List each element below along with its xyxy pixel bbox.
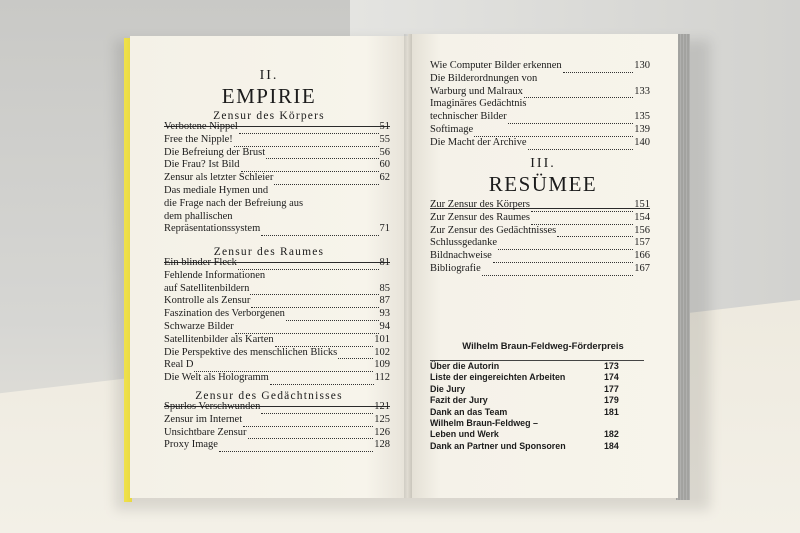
- toc-entry[interactable]: [164, 359, 390, 372]
- toc-entry[interactable]: [164, 159, 390, 172]
- toc-entry-title: Zensur als letzter Schleier: [164, 172, 274, 184]
- dot-leader: [219, 442, 373, 452]
- toc-section-body: [164, 401, 390, 452]
- prize-entry[interactable]: [430, 372, 644, 383]
- toc-entry[interactable]: [164, 283, 390, 296]
- dot-leader: [338, 349, 373, 359]
- prize-entry-title: Über die Autorin: [430, 361, 500, 371]
- section-heading: Zensur des Gedächtnisses: [195, 390, 343, 402]
- prize-entry-line: Wilhelm Braun-Feldweg –: [430, 418, 538, 429]
- toc-entry-page: 109: [374, 359, 390, 371]
- toc-entry[interactable]: [164, 308, 390, 321]
- part-title: RESÜMEE: [488, 172, 598, 196]
- toc-entry-title: Unsichtbare Zensur: [164, 426, 247, 438]
- toc-entry[interactable]: [430, 60, 650, 73]
- toc-entry-page: 101: [374, 333, 390, 345]
- prize-entry-title: Die Jury: [430, 383, 466, 394]
- right-page: [408, 34, 678, 498]
- toc-entry-title: Zur Zensur des Gedächtnisses: [430, 224, 557, 236]
- toc-entry-line: dem phallischen: [164, 210, 233, 222]
- dot-leader: [243, 417, 373, 427]
- toc-entry[interactable]: [164, 427, 390, 440]
- toc-entry-page: 71: [379, 223, 390, 235]
- prize-entry-title: Liste der eingereichten Arbeiten: [430, 372, 566, 383]
- toc-entry-page: 102: [374, 346, 390, 358]
- toc-entry-title: Softimage: [430, 123, 474, 135]
- prize-entry[interactable]: [430, 395, 644, 406]
- toc-entry[interactable]: [430, 263, 650, 276]
- toc-entry[interactable]: [164, 321, 390, 334]
- toc-entry-title: Die Frau? Ist Bild: [164, 159, 240, 171]
- toc-entry-page: 87: [379, 295, 390, 307]
- prize-entry-page: 173: [604, 361, 619, 371]
- toc-entry-title: technischer Bilder: [430, 111, 507, 123]
- toc-entry-title: Ein blinder Fleck: [164, 257, 237, 268]
- toc-entry[interactable]: [430, 212, 650, 225]
- prize-entry-title: Fazit der Jury: [430, 395, 488, 406]
- toc-entry[interactable]: [164, 223, 390, 236]
- dot-leader: [493, 253, 633, 263]
- toc-entry[interactable]: [430, 237, 650, 250]
- toc-entry-page: 140: [634, 136, 650, 148]
- toc-entry-page: 130: [634, 60, 650, 71]
- toc-entry[interactable]: [430, 199, 650, 212]
- toc-entry-page: 157: [634, 237, 650, 249]
- toc-entry-title: Satellitenbilder als Karten: [164, 333, 274, 345]
- prize-entry-page: 182: [604, 429, 619, 440]
- toc-entry-title: Schlussgedanke: [430, 237, 498, 249]
- dot-leader: [531, 202, 633, 212]
- toc-entry-title: Die Welt als Hologramm: [164, 372, 269, 384]
- toc-section-body: [164, 121, 390, 236]
- toc-entry-title: Zur Zensur des Raumes: [430, 211, 531, 223]
- toc-entry-page: 126: [374, 426, 390, 438]
- toc-entry[interactable]: [430, 86, 650, 99]
- toc-entry-title: Die Perspektive des menschlichen Blicks: [164, 346, 338, 358]
- toc-entry-title: Free the Nipple!: [164, 133, 233, 145]
- book-gutter: [404, 34, 412, 498]
- prize-toc: [430, 361, 644, 452]
- toc-entry-page: 156: [634, 224, 650, 236]
- part-title: EMPIRIE: [221, 84, 317, 108]
- dot-leader: [563, 63, 634, 73]
- toc-entry-title: Zur Zensur des Körpers: [430, 199, 531, 210]
- toc-entry-page: 51: [379, 121, 390, 132]
- toc-entry-title: Repräsentationssystem: [164, 223, 261, 235]
- toc-entry-page: 85: [379, 282, 390, 294]
- dot-leader: [239, 124, 379, 134]
- prize-entry-page: 181: [604, 406, 619, 417]
- dot-leader: [482, 266, 634, 276]
- dot-leader: [270, 375, 374, 385]
- toc-entry[interactable]: [430, 250, 650, 263]
- dot-leader: [498, 240, 633, 250]
- toc-entry-line: Das mediale Hymen und: [164, 184, 269, 196]
- dot-leader: [266, 149, 378, 159]
- toc-entry-title: Kontrolle als Zensur: [164, 295, 251, 307]
- section-heading: Zensur des Raumes: [213, 246, 325, 258]
- dot-leader: [524, 88, 633, 98]
- prize-entry-page: 184: [604, 440, 619, 451]
- prize-entry-page: 174: [604, 372, 619, 383]
- dot-leader: [241, 162, 379, 172]
- dot-leader: [274, 175, 378, 185]
- dot-leader: [474, 127, 633, 137]
- toc-entry-page: 167: [634, 262, 650, 274]
- toc-entry[interactable]: [164, 121, 390, 134]
- part-number: II.: [259, 68, 279, 83]
- toc-entry-title: Bibliografie: [430, 262, 481, 274]
- toc-entry-page: 135: [634, 111, 650, 123]
- toc-entry-page: 94: [379, 320, 390, 332]
- toc-entry[interactable]: [164, 295, 390, 308]
- prize-entry[interactable]: [430, 361, 644, 372]
- toc-entry[interactable]: [430, 124, 650, 137]
- dot-leader: [531, 215, 633, 225]
- toc-entry-title: Real D: [164, 359, 194, 371]
- dot-leader: [286, 311, 379, 321]
- toc-entry[interactable]: [164, 172, 390, 185]
- book-page-edges: [676, 34, 690, 500]
- prize-entry-page: 179: [604, 395, 619, 406]
- dot-leader: [235, 324, 379, 334]
- toc-entry[interactable]: [430, 111, 650, 124]
- toc-entry-page: 133: [634, 85, 650, 97]
- dot-leader: [251, 298, 378, 308]
- part-number: III.: [530, 156, 556, 171]
- section-heading: Zensur des Körpers: [213, 110, 325, 122]
- dot-leader: [194, 362, 373, 372]
- toc-entry-title: Warburg und Malraux: [430, 85, 523, 97]
- prize-entry-title: Leben und Werk: [430, 429, 499, 440]
- dot-leader: [557, 227, 633, 237]
- toc-entry-line: Imaginäres Gedächtnis: [430, 98, 527, 110]
- toc-section-body: [430, 199, 650, 276]
- toc-entry-page: 121: [374, 401, 390, 412]
- toc-section-body: [164, 257, 390, 385]
- toc-entry[interactable]: [430, 225, 650, 238]
- toc-entry-page: 128: [374, 439, 390, 451]
- toc-entry-page: 62: [379, 172, 390, 184]
- prize-entry-title: Dank an das Team: [430, 406, 508, 417]
- toc-entry-title: auf Satellitenbildern: [164, 282, 250, 294]
- left-page: [130, 36, 408, 498]
- prize-entry[interactable]: [430, 429, 644, 440]
- dot-leader: [250, 285, 378, 295]
- toc-entry-title: Wie Computer Bilder erkennen: [430, 60, 562, 71]
- toc-entry-page: 139: [634, 123, 650, 135]
- toc-entry[interactable]: [164, 334, 390, 347]
- toc-entry-title: Proxy Image: [164, 439, 218, 451]
- prize-entry-title: Dank an Partner und Sponsoren: [430, 440, 566, 451]
- dot-leader: [275, 337, 374, 347]
- prize-entry[interactable]: [430, 407, 644, 418]
- toc-entry[interactable]: [164, 401, 390, 414]
- dot-leader: [248, 429, 374, 439]
- toc-entry[interactable]: [164, 414, 390, 427]
- toc-section-body: [430, 60, 650, 150]
- toc-entry[interactable]: [164, 257, 390, 270]
- toc-entry[interactable]: [164, 147, 390, 160]
- toc-entry-title: Spurlos Verschwunden: [164, 401, 261, 412]
- prize-entry[interactable]: [430, 384, 644, 395]
- toc-entry-line: Die Bilderordnungen von: [430, 72, 538, 84]
- toc-entry-page: 112: [374, 372, 390, 384]
- toc-entry-page: 154: [634, 211, 650, 223]
- dot-leader: [261, 404, 373, 414]
- toc-entry-title: Zensur im Internet: [164, 413, 243, 425]
- toc-entry[interactable]: [164, 347, 390, 360]
- toc-entry-page: 151: [634, 199, 650, 210]
- dot-leader: [238, 260, 379, 270]
- dot-leader: [234, 137, 379, 147]
- toc-entry-page: 125: [374, 413, 390, 425]
- toc-entry[interactable]: [164, 372, 390, 385]
- toc-entry-title: Faszination des Verborgenen: [164, 308, 285, 320]
- toc-entry-title: Die Macht der Archive: [430, 136, 527, 148]
- toc-entry[interactable]: [164, 439, 390, 452]
- toc-entry[interactable]: [164, 134, 390, 147]
- toc-entry-page: 81: [379, 257, 390, 268]
- toc-entry-title: Bildnachweise: [430, 250, 492, 262]
- toc-entry-line: die Frage nach der Befreiung aus: [164, 197, 304, 209]
- toc-entry-page: 166: [634, 250, 650, 262]
- toc-entry-page: 60: [379, 159, 390, 171]
- toc-entry-title: Die Befreiung der Brust: [164, 146, 266, 158]
- prize-entry[interactable]: [430, 441, 644, 452]
- prize-entry-page: 177: [604, 383, 619, 394]
- dot-leader: [261, 226, 378, 236]
- toc-entry-page: 93: [379, 308, 390, 320]
- toc-entry-page: 56: [379, 146, 390, 158]
- toc-entry-title: Schwarze Bilder: [164, 320, 234, 332]
- dot-leader: [528, 140, 634, 150]
- toc-entry-line: Fehlende Informationen: [164, 269, 266, 281]
- dot-leader: [508, 114, 634, 124]
- toc-entry[interactable]: [430, 137, 650, 150]
- toc-entry-page: 55: [379, 133, 390, 145]
- prize-heading: Wilhelm Braun-Feldweg-Förderpreis: [462, 340, 624, 351]
- toc-entry-title: Verbotene Nippel: [164, 121, 238, 132]
